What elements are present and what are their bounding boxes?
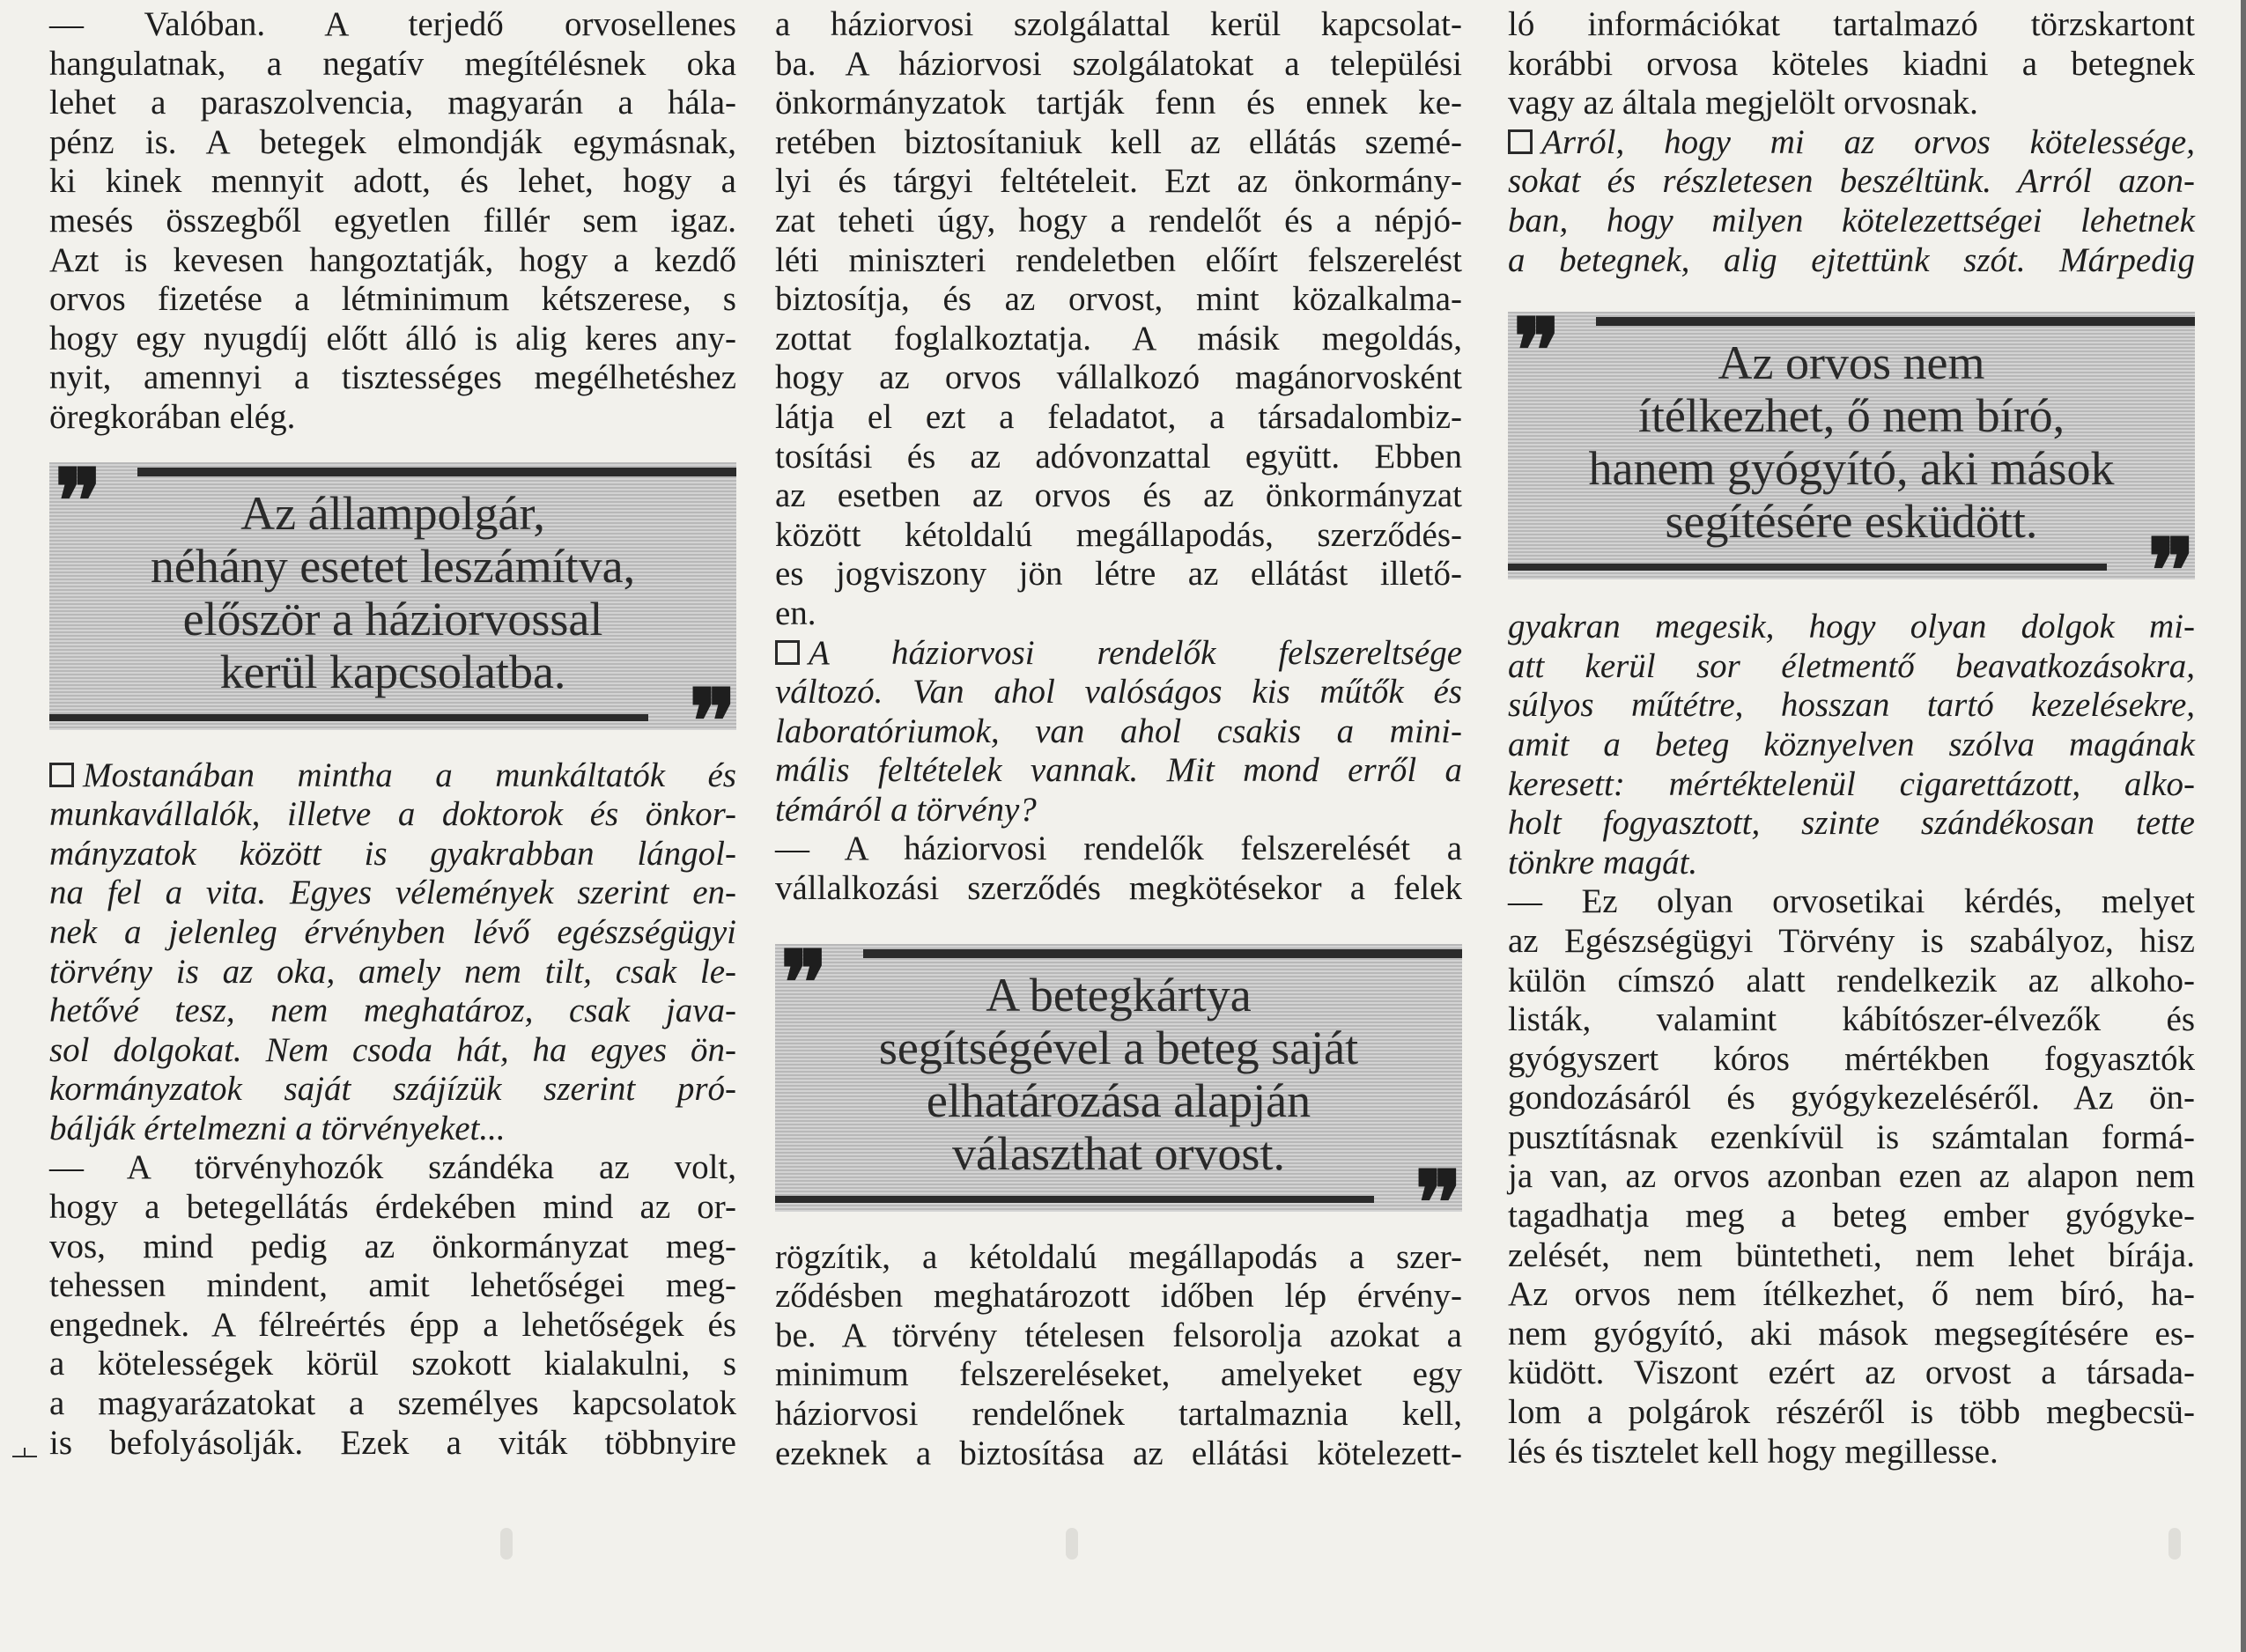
- text-line: nek a jelenleg érvényben lévő egészségügyi: [49, 912, 736, 951]
- text-line: zat teheti úgy, hogy a rendelőt és a népjó-: [775, 201, 1462, 240]
- pull-quote-line: segítségével a beteg saját: [878, 1021, 1359, 1074]
- text-line: lehet a paraszolvencia, magyarán a hála-: [49, 84, 736, 122]
- text-line: a magyarázatokat a személyes kapcsolatok: [49, 1384, 736, 1423]
- text-line: rögzítik, a kétoldalú megállapodás a szer-: [775, 1237, 1462, 1276]
- text-line: mányzatok között is gyakrabban lángol-: [49, 834, 736, 873]
- text-line: — Valóban. A terjedő orvosellenes: [49, 5, 736, 43]
- text-line: zottat foglalkoztatja. A másik megoldás,: [775, 319, 1462, 358]
- pull-quote-rule: [137, 468, 736, 476]
- text-line: es jogviszony jön létre az ellátást illető-: [775, 555, 1462, 594]
- text-line: laboratóriumok, van ahol csakis a mini-: [775, 712, 1462, 750]
- text-line: orvos fizetése a létminimum kétszerese, s: [49, 280, 736, 319]
- text-line: Arról, hogy mi az orvos kötelessége,: [1541, 122, 2195, 161]
- pull-quote-line: Az állampolgár,: [240, 486, 545, 540]
- text-line: engednek. A félreértés épp a lehetőségek és: [49, 1305, 736, 1344]
- pull-quote-box: [1508, 299, 2195, 623]
- pull-quote-line: Az orvos nem: [1718, 336, 1985, 390]
- pull-quote-rule: [863, 949, 1462, 958]
- paragraph-question-2: [1508, 608, 2195, 882]
- paragraph-question-1: [1508, 123, 2195, 280]
- text-line: hogy az orvos vállalkozó magánorvosként: [775, 358, 1462, 397]
- pull-quote-rule: [1596, 317, 2195, 326]
- text-line: küdött. Viszont ezért az orvost a társada-: [1508, 1353, 2195, 1392]
- close-quote-icon: ❞: [689, 668, 728, 773]
- text-line: ződésben meghatározott időben lép érvény-: [775, 1277, 1462, 1316]
- pull-quote-line: A betegkártya: [986, 968, 1252, 1021]
- text-line: korábbi orvosa köteles kiadni a betegnek: [1508, 44, 2195, 83]
- pull-quote-line: segítésére esküdött.: [1665, 495, 2038, 549]
- column-2: [775, 0, 1462, 1473]
- text-line: témáról a törvény?: [775, 790, 1037, 829]
- text-line: vállalkozási szerződés megkötésekor a felek: [775, 869, 1462, 908]
- text-line: az esetben az orvos és az önkormányzat: [775, 476, 1462, 515]
- pull-quote-rule: [775, 1196, 1374, 1203]
- text-line: tönkre magát.: [1508, 843, 1698, 881]
- pull-quote-line: hanem gyógyító, aki mások: [1588, 442, 2115, 496]
- text-line: lés és tisztelet kell hogy megillesse.: [1508, 1432, 1998, 1471]
- text-line: önkormányzatok tartják fenn és ennek ke-: [775, 84, 1462, 122]
- text-line: vos, mind pedig az önkormányzat meg-: [49, 1227, 736, 1265]
- text-line: tehessen mindent, amit lehetőségei meg-: [49, 1266, 736, 1305]
- close-quote-icon: ❞: [2147, 519, 2186, 623]
- question-square-icon: [1508, 129, 1533, 154]
- question-square-icon: [775, 640, 800, 665]
- open-quote-icon: ❞: [55, 448, 93, 553]
- paragraph-answer-3: [49, 1148, 736, 1463]
- text-line: en.: [775, 594, 816, 632]
- scan-smudge: [2168, 1528, 2181, 1560]
- text-line: öregkorában elég.: [49, 397, 296, 436]
- paragraph-question-1: [775, 634, 1462, 830]
- pull-quote-line: ítélkezhet, ő nem bíró,: [1637, 389, 2065, 443]
- text-line: háziorvosi rendelőnek tartalmaznia kell,: [775, 1395, 1462, 1434]
- text-line: a betegnek, alig ejtettünk szót. Márpedig: [1508, 240, 2195, 279]
- scan-smudge: [500, 1528, 513, 1560]
- text-line: között kétoldalú megállapodás, szerződés-: [775, 515, 1462, 554]
- text-line: tagadhatja meg a beteg ember gyógyke-: [1508, 1197, 2195, 1235]
- text-line: amit a beteg köznyelven szólva magának: [1508, 725, 2195, 763]
- text-line: ezeknek a biztosítása az ellátási kötelezett-: [775, 1434, 1462, 1472]
- pull-quote-line: elhatározása alapján: [926, 1073, 1311, 1127]
- pull-quote-line: választhat orvost.: [952, 1126, 1285, 1180]
- text-line: mális feltételek vannak. Mit mond erről a: [775, 751, 1462, 790]
- text-line: hetővé tesz, nem meghatároz, csak java-: [49, 992, 736, 1030]
- text-line: gondozásáról és gyógykezeléséről. Az ön-: [1508, 1079, 2195, 1117]
- text-line: lom a polgárok részéről is több megbecsü-: [1508, 1393, 2195, 1432]
- text-line: retében biztosítaniuk kell az ellátás szemé-: [775, 122, 1462, 161]
- text-line: törvény is az oka, amely nem tilt, csak le-: [49, 952, 736, 991]
- crop-mark-icon: [11, 1442, 39, 1471]
- text-line: bálják értelmezni a törvényeket...: [49, 1109, 506, 1147]
- text-line: listák, valamint kábítószer-élvezők és: [1508, 1000, 2195, 1039]
- pull-quote-line: néhány esetet leszámítva,: [150, 539, 636, 593]
- text-line: az Egészségügyi Törvény is szabályoz, hisz: [1508, 921, 2195, 960]
- text-line: változó. Van ahol valóságos kis műtők és: [775, 673, 1462, 712]
- paragraph-answer-3: [775, 1238, 1462, 1474]
- text-line: ban, hogy milyen kötelezettségei lehetnek: [1508, 201, 2195, 240]
- text-line: Mostanában mintha a munkáltatók és: [83, 756, 736, 794]
- text-line: mesés összegből egyetlen fillér sem igaz.: [49, 201, 736, 240]
- question-square-icon: [49, 763, 74, 787]
- pull-quote-rule: [1508, 564, 2107, 571]
- text-line: zelését, nem büntetheti, nem lehet bírája.: [1508, 1235, 2195, 1274]
- text-line: gyakran megesik, hogy olyan dolgok mi-: [1508, 608, 2195, 646]
- pull-quote-box: [49, 448, 736, 773]
- text-line: sol dolgokat. Nem csoda hát, ha egyes ön-: [49, 1030, 736, 1069]
- text-line: nyit, amennyi a tisztességes megélhetéshez: [49, 358, 736, 397]
- text-line: hogy a betegellátás érdekében mind az or-: [49, 1188, 736, 1227]
- scan-smudge: [1066, 1528, 1078, 1560]
- text-line: nem gyógyító, aki mások megsegítésére es-: [1508, 1314, 2195, 1353]
- text-line: lyi és tárgyi feltételeit. Ezt az önkormány-: [775, 162, 1462, 201]
- text-line: na fel a vita. Egyes vélemények szerint en-: [49, 874, 736, 912]
- paragraph-answer-2: [775, 830, 1462, 908]
- paragraph-answer-2: [1508, 882, 2195, 1471]
- close-quote-icon: ❞: [1415, 1150, 1453, 1255]
- pull-quote-box: [775, 930, 1462, 1255]
- text-line: pénz is. A betegek elmondják egymásnak,: [49, 122, 736, 161]
- text-line: keresett: mértéktelenül cigarettázott, alko-: [1508, 764, 2195, 803]
- column-1: [49, 0, 736, 1463]
- text-line: — A háziorvosi rendelők felszerelését a: [775, 830, 1462, 868]
- text-line: biztosítja, és az orvost, mint közalkalma-: [775, 280, 1462, 319]
- text-line: — Ez olyan orvosetikai kérdés, melyet: [1508, 882, 2195, 921]
- text-line: minimum felszereléseket, amelyeket egy: [775, 1355, 1462, 1394]
- page-edge: [2241, 0, 2246, 1652]
- text-line: gyógyszert kóros mértékben fogyasztók: [1508, 1039, 2195, 1078]
- text-line: Azt is kevesen hangoztatják, hogy a kezdő: [49, 240, 736, 279]
- text-line: att kerül sor életmentő beavatkozásokra,: [1508, 646, 2195, 685]
- text-line: ló információkat tartalmazó törzskartont: [1508, 5, 2195, 43]
- pull-quote-rule: [49, 714, 648, 721]
- text-line: hangulatnak, a negatív megítélésnek oka: [49, 44, 736, 83]
- pull-quote-line: először a háziorvossal: [182, 592, 603, 645]
- paragraph-answer-1: [775, 5, 1462, 634]
- text-line: A háziorvosi rendelők felszereltsége: [809, 633, 1462, 672]
- paragraph-answer-1: [49, 5, 736, 438]
- text-line: látja el ezt a feladatot, a társadalombiz-: [775, 397, 1462, 436]
- text-line: vagy az általa megjelölt orvosnak.: [1508, 84, 1978, 122]
- text-line: ba. A háziorvosi szolgálatokat a települési: [775, 44, 1462, 83]
- text-line: — A törvényhozók szándéka az volt,: [49, 1148, 736, 1187]
- text-line: a kötelességek körül szokott kialakulni, s: [49, 1345, 736, 1383]
- text-line: ki kinek mennyit adott, és lehet, hogy a: [49, 162, 736, 201]
- pull-quote-line: kerül kapcsolatba.: [219, 645, 566, 698]
- text-line: külön címszó alatt rendelkezik az alkoho-: [1508, 961, 2195, 999]
- text-line: sokat és részletesen beszéltünk. Arról azon-: [1508, 162, 2195, 201]
- text-line: léti miniszteri rendeletben előírt felszerelést: [775, 240, 1462, 279]
- text-line: is befolyásolják. Ezek a viták többnyire: [49, 1423, 736, 1462]
- text-line: súlyos műtétre, hosszan tartó kezelésekre,: [1508, 686, 2195, 725]
- text-line: be. A törvény tételesen felsorolja azokat a: [775, 1316, 1462, 1354]
- open-quote-icon: ❞: [780, 930, 819, 1035]
- text-line: kormányzatok saját szájízük szerint pró-: [49, 1070, 736, 1109]
- text-line: holt fogyasztott, szinte szándékosan tette: [1508, 804, 2195, 843]
- column-3: [1508, 0, 2195, 1471]
- text-line: Az orvos nem ítélkezhet, ő nem bíró, ha-: [1508, 1275, 2195, 1314]
- text-line: hogy egy nyugdíj előtt álló is alig keres any-: [49, 319, 736, 358]
- text-line: pusztításnak ezenkívül is számtalan formá-: [1508, 1117, 2195, 1156]
- text-line: munkavállalók, illetve a doktorok és önkor-: [49, 795, 736, 834]
- paragraph-answer-1: [1508, 5, 2195, 123]
- paragraph-question-2: [49, 756, 736, 1149]
- open-quote-icon: ❞: [1513, 299, 1552, 403]
- text-line: ja van, az orvos azonban ezen az alapon nem: [1508, 1157, 2195, 1196]
- text-line: a háziorvosi szolgálattal kerül kapcsolat-: [775, 5, 1462, 43]
- text-line: tosítási és az adóvonzattal együtt. Ebben: [775, 437, 1462, 476]
